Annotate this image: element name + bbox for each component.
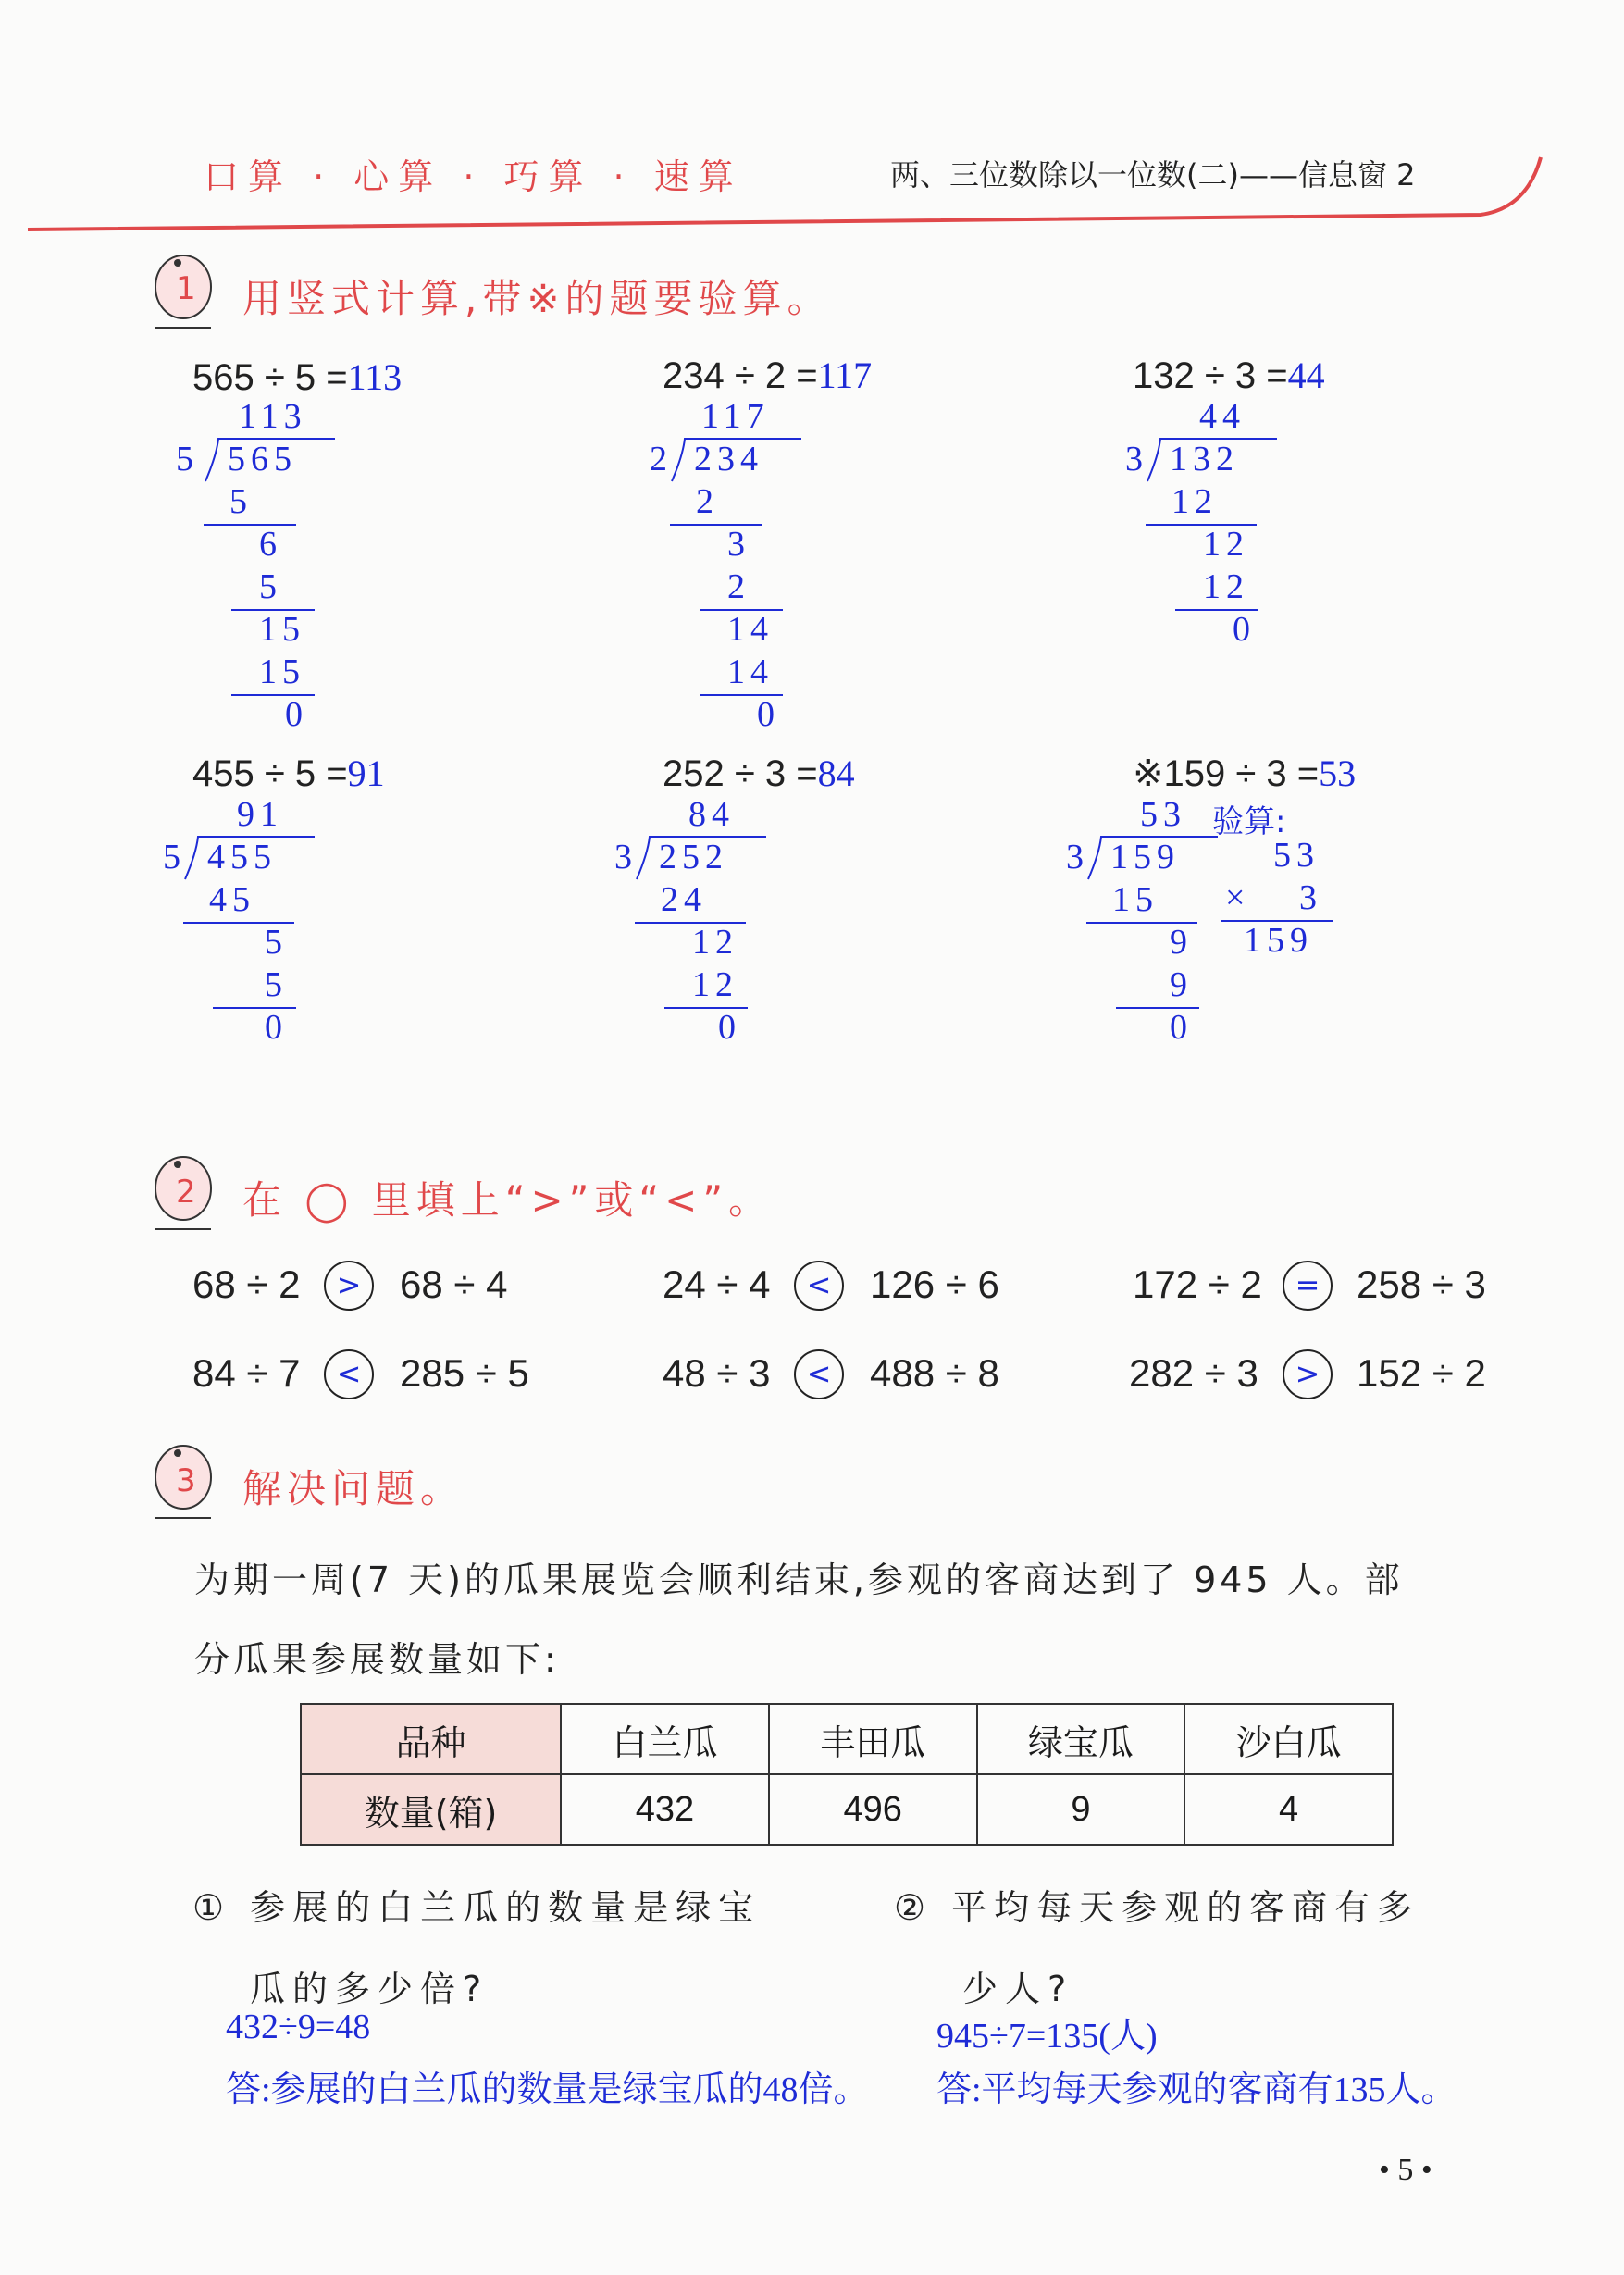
compare-right: 258 ÷ 3 [1357,1262,1486,1306]
header-right-title: 两、三位数除以一位数(二)——信息窗 2 [890,157,1416,193]
check-label: 验算: [1212,803,1286,840]
table-cell: 496 [769,1774,977,1845]
header-curve [0,0,1624,241]
problem-expr [192,752,385,795]
answer: 113 [347,356,403,398]
table-cell: 4 [1184,1774,1393,1845]
table-header-cell: 丰田瓜 [769,1704,977,1774]
answer: 117 [817,354,873,396]
compare-left: 68 ÷ 2 [192,1262,301,1306]
section3-title: 解决问题。 [242,1466,465,1511]
question1-line2: 瓜的多少倍? [250,1969,490,2009]
compare-circle[interactable]: > [1283,1349,1333,1399]
compare-left: 24 ÷ 4 [663,1262,771,1306]
question1-work: 432÷9=48 [226,2008,371,2046]
section1-title: 用竖式计算,带※的题要验算。 [242,276,832,321]
compare-right: 126 ÷ 6 [870,1262,999,1306]
compare-circle[interactable]: < [794,1349,844,1399]
problem-expr [1133,752,1356,795]
problem-expr [1133,354,1325,397]
compare-circle[interactable]: = [1283,1261,1333,1311]
expr-text: 455 ÷ 5 = [192,753,348,794]
table-cell: 432 [561,1774,769,1845]
problem-expr [192,355,402,399]
section2-title: 在 ◯ 里填上“>”或“<”。 [242,1177,774,1223]
expr-text: ※159 ÷ 3 = [1133,753,1320,794]
compare-left: 84 ÷ 7 [192,1351,301,1395]
expr-text: 234 ÷ 2 = [663,355,818,396]
melon-table [300,1703,1394,1846]
expr-text: 565 ÷ 5 = [192,357,348,398]
table-header-cell: 品种 [301,1704,561,1774]
answer: 84 [817,752,855,794]
problem-paragraph-line2: 分瓜果参展数量如下: [194,1639,560,1680]
expr-text: 132 ÷ 3 = [1133,355,1288,396]
section1-number: 1 [176,270,196,307]
question1-answer: 答:参展的白兰瓜的数量是绿宝瓜的48倍。 [226,2070,869,2109]
table-cell: 数量(箱) [301,1774,561,1845]
expr-text: 252 ÷ 3 = [663,753,818,794]
table-cell: 9 [977,1774,1185,1845]
answer: 53 [1319,752,1357,794]
question2-answer: 答:平均每天参观的客商有135人。 [936,2070,1457,2109]
table-header-cell: 沙白瓜 [1184,1704,1393,1774]
question2-line2: 少人? [962,1969,1074,2009]
page-number: • 5 • [1379,2153,1432,2187]
table-header-cell: 白兰瓜 [561,1704,769,1774]
compare-left: 282 ÷ 3 [1129,1351,1258,1395]
compare-right: 488 ÷ 8 [870,1351,999,1395]
question2-line1: ② 平均每天参观的客商有多 [894,1887,1420,1928]
compare-left: 48 ÷ 3 [663,1351,771,1395]
compare-circle[interactable]: > [324,1261,374,1311]
compare-right: 152 ÷ 2 [1357,1351,1486,1395]
compare-circle[interactable]: < [794,1261,844,1311]
compare-right: 68 ÷ 4 [400,1262,508,1306]
table-row [301,1704,1393,1774]
table-row [301,1774,1393,1845]
compare-left: 172 ÷ 2 [1133,1262,1262,1306]
answer: 44 [1287,354,1325,396]
table-header-cell: 绿宝瓜 [977,1704,1185,1774]
compare-circle[interactable]: < [324,1349,374,1399]
question1-line1: ① 参展的白兰瓜的数量是绿宝 [192,1887,762,1928]
header-left-title: 口算 · 心算 · 巧算 · 速算 [204,156,743,197]
answer: 91 [347,752,385,794]
problem-expr [663,354,872,397]
problem-paragraph-line1: 为期一周(7 天)的瓜果展览会顺利结束,参观的客商达到了 945 人。部 [194,1560,1404,1600]
problem-expr [663,752,855,795]
section3-number: 3 [176,1462,196,1499]
compare-right: 285 ÷ 5 [400,1351,529,1395]
question2-work: 945÷7=135(人) [936,2017,1158,2056]
section2-number: 2 [176,1174,196,1211]
